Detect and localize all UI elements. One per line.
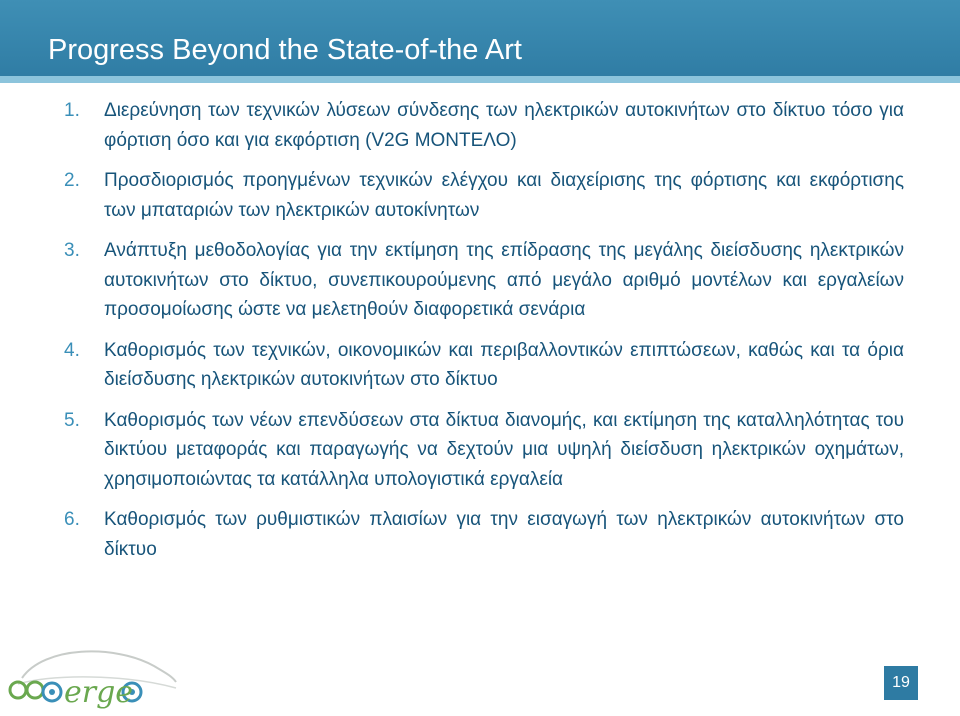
list-item xyxy=(64,505,904,564)
list-item xyxy=(64,406,904,495)
item-text: Καθορισμός των νέων επενδύσεων στα δίκτυα διανομής, και εκτίμηση της καταλληλότητας του δικτύου μεταφοράς και παραγωγής να δεχτούν μια υψηλή διείσδυση ηλεκτρικών οχημάτων, χρησιμοποιώντας τα κατάλληλα υπολογιστικά εργαλεία xyxy=(104,409,904,490)
list-item xyxy=(64,96,904,155)
item-number: 3. xyxy=(64,240,80,261)
item-text: Διερεύνηση των τεχνικών λύσεων σύνδεσης των ηλεκτρικών αυτοκινήτων στο δίκτυο τόσο για φόρτιση όσο και για εκφόρτιση (V2G ΜΟΝΤΕΛΟ) xyxy=(104,100,904,151)
page-number: 19 xyxy=(884,666,918,700)
item-number: 1. xyxy=(64,100,80,121)
item-text: Καθορισμός των τεχνικών, οικονομικών και περιβαλλοντικών επιπτώσεων, καθώς και τα όρια διείσδυσης ηλεκτρικών αυτοκινήτων στο δίκτυο xyxy=(104,339,904,390)
item-number: 4. xyxy=(64,339,80,361)
svg-text:erge: erge xyxy=(64,675,134,710)
list-item xyxy=(64,236,904,325)
item-number: 5. xyxy=(64,409,80,431)
logo xyxy=(4,644,179,712)
item-number: 6. xyxy=(64,509,80,530)
list-item xyxy=(64,166,904,225)
item-text: Καθορισμός των ρυθμιστικών πλαισίων για την εισαγωγή των ηλεκτρικών αυτοκινήτων στο δίκτυο xyxy=(104,509,904,560)
item-text: Ανάπτυξη μεθοδολογίας για την εκτίμηση της επίδρασης της μεγάλης διείσδυσης ηλεκτρικών αυτοκινήτων στο δίκτυο, συνεπικουρούμενης από μεγάλο αριθμό μοντέλων και εργαλείων προσομοίωσης ώστε να μελετηθούν διαφορετικά σενάρια xyxy=(104,240,904,320)
slide-title: Progress Beyond the State-of-the Art xyxy=(48,34,522,66)
item-text: Προσδιορισμός προηγμένων τεχνικών ελέγχου και διαχείρισης της φόρτισης και εκφόρτισης των μπαταριών των ηλεκτρικών αυτοκίνητων xyxy=(104,170,904,221)
list-item xyxy=(64,336,904,395)
item-number: 2. xyxy=(64,170,80,191)
numbered-list xyxy=(64,96,904,575)
